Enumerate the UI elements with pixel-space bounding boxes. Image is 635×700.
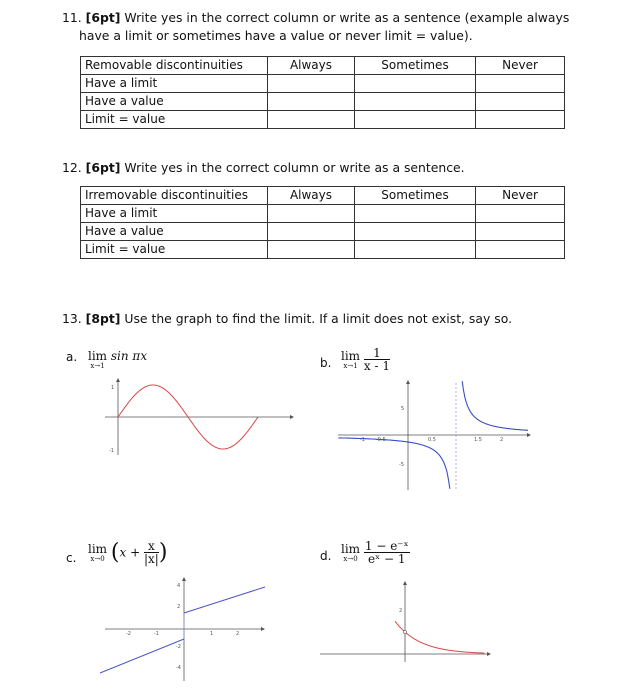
hyperbola-left-branch — [338, 438, 449, 489]
y-arrow — [182, 577, 186, 581]
exp-curve — [395, 621, 485, 653]
answer-cell[interactable] — [355, 241, 476, 259]
tick-label: -2 — [176, 644, 181, 650]
tick-label: 2 — [500, 437, 504, 443]
y-arrow — [406, 380, 410, 384]
header-cell: Never — [476, 57, 565, 75]
tick-label: 1.5 — [474, 437, 482, 443]
line-right — [184, 587, 265, 613]
row-label: Have a limit — [81, 205, 268, 223]
tick-label: 5 — [401, 406, 405, 412]
answer-cell[interactable] — [476, 241, 565, 259]
points: [8pt] — [85, 311, 121, 326]
tick-label: -1 — [109, 448, 114, 454]
lim-sub: x→0 — [90, 555, 105, 563]
header-cell: Sometimes — [355, 57, 476, 75]
lim: lim — [88, 542, 108, 556]
question-13 — [62, 310, 512, 328]
tick-label: 2 — [399, 608, 403, 614]
part-c-label: c. — [66, 551, 77, 565]
answer-cell[interactable] — [268, 75, 355, 93]
lim-sub: x→1 — [343, 362, 358, 370]
answer-cell[interactable] — [355, 111, 476, 129]
answer-cell[interactable] — [268, 241, 355, 259]
answer-cell[interactable] — [268, 205, 355, 223]
tick-label: -4 — [176, 665, 181, 671]
tick-label: 2 — [236, 631, 240, 637]
numerator: x — [144, 540, 159, 553]
x-arrow — [261, 627, 265, 631]
graph-c — [100, 575, 270, 685]
tick-label: -0.5 — [376, 437, 386, 443]
points: [6pt] — [85, 160, 121, 175]
answer-cell[interactable] — [355, 223, 476, 241]
tick-label: -2 — [126, 631, 131, 637]
tick-label: -5 — [399, 462, 404, 468]
row-label: Have a value — [81, 223, 268, 241]
tick-label: -1 — [154, 631, 159, 637]
answer-cell[interactable] — [476, 205, 565, 223]
header-cell: Always — [268, 57, 355, 75]
denominator: x - 1 — [363, 359, 390, 373]
header-cell: Irremovable discontinuities — [81, 187, 268, 205]
numerator: 1 — [364, 347, 390, 360]
right-paren: ) — [158, 540, 168, 565]
lim: lim — [341, 349, 361, 363]
lim-sub: x→1 — [90, 362, 105, 370]
hole — [403, 630, 406, 633]
answer-cell[interactable] — [476, 223, 565, 241]
question-text: Write yes in the correct column or write as a sentence. — [124, 160, 465, 175]
question-number: 11. — [62, 10, 82, 25]
table-removable — [80, 56, 565, 129]
table-header — [81, 187, 565, 205]
y-arrow — [403, 581, 407, 585]
graph-a — [100, 375, 300, 465]
answer-cell[interactable] — [268, 223, 355, 241]
table-header — [81, 57, 565, 75]
tick-label: 4 — [177, 583, 181, 589]
header-cell: Never — [476, 187, 565, 205]
question-text: Write yes in the correct column or write as a sentence (example always — [124, 10, 570, 25]
answer-cell[interactable] — [476, 75, 565, 93]
table-row — [81, 241, 565, 259]
x-arrow — [487, 652, 491, 656]
row-label: Have a limit — [81, 75, 268, 93]
table-irremovable — [80, 186, 565, 259]
points: [6pt] — [85, 10, 121, 25]
row-label: Limit = value — [81, 111, 268, 129]
header-cell: Sometimes — [355, 187, 476, 205]
tick-label: 0.5 — [428, 437, 436, 443]
tick-label: 1 — [210, 631, 214, 637]
part-b-expression — [341, 347, 390, 372]
part-a-expression — [88, 349, 147, 370]
table-row — [81, 223, 565, 241]
answer-cell[interactable] — [355, 93, 476, 111]
graph-d — [320, 578, 495, 663]
answer-cell[interactable] — [476, 93, 565, 111]
part-b-label: b. — [320, 356, 332, 370]
question-text-cont: have a limit or sometimes have a value or never limit = value). — [79, 28, 473, 43]
answer-cell[interactable] — [355, 205, 476, 223]
denominator: |x| — [143, 552, 159, 566]
tick-label: -1 — [360, 437, 365, 443]
part-c-expression — [88, 540, 167, 565]
part-d-label: d. — [320, 549, 332, 563]
answer-cell[interactable] — [476, 111, 565, 129]
lim: lim — [341, 542, 361, 556]
question-number: 13. — [62, 311, 82, 326]
question-text: Use the graph to find the limit. If a limit does not exist, say so. — [124, 311, 513, 326]
hyperbola-right-branch — [462, 381, 528, 430]
numerator: 1 − e⁻ˣ — [364, 539, 409, 553]
x-arrow — [527, 433, 531, 437]
x-arrow — [290, 415, 294, 419]
graph-b — [338, 378, 533, 493]
header-cell: Removable discontinuities — [81, 57, 268, 75]
line-left — [100, 639, 184, 673]
function: sin πx — [110, 349, 148, 363]
part-a-label: a. — [66, 350, 78, 364]
row-label: Limit = value — [81, 241, 268, 259]
table-row — [81, 93, 565, 111]
table-row — [81, 111, 565, 129]
question-11 — [62, 9, 569, 45]
lim: lim — [88, 349, 108, 363]
row-label: Have a value — [81, 93, 268, 111]
question-number: 12. — [62, 160, 82, 175]
answer-cell[interactable] — [355, 75, 476, 93]
tick-label: 2 — [177, 604, 181, 610]
lim-sub: x→0 — [343, 555, 358, 563]
question-12 — [62, 159, 465, 177]
function: x + — [119, 545, 141, 560]
answer-cell[interactable] — [268, 111, 355, 129]
tick-label: 1 — [111, 385, 115, 391]
table-row — [81, 205, 565, 223]
denominator: eˣ − 1 — [368, 552, 406, 566]
left-paren: ( — [110, 540, 120, 565]
header-cell: Always — [268, 187, 355, 205]
y-arrow — [116, 378, 120, 382]
part-d-expression — [341, 540, 410, 565]
answer-cell[interactable] — [268, 93, 355, 111]
table-row — [81, 75, 565, 93]
